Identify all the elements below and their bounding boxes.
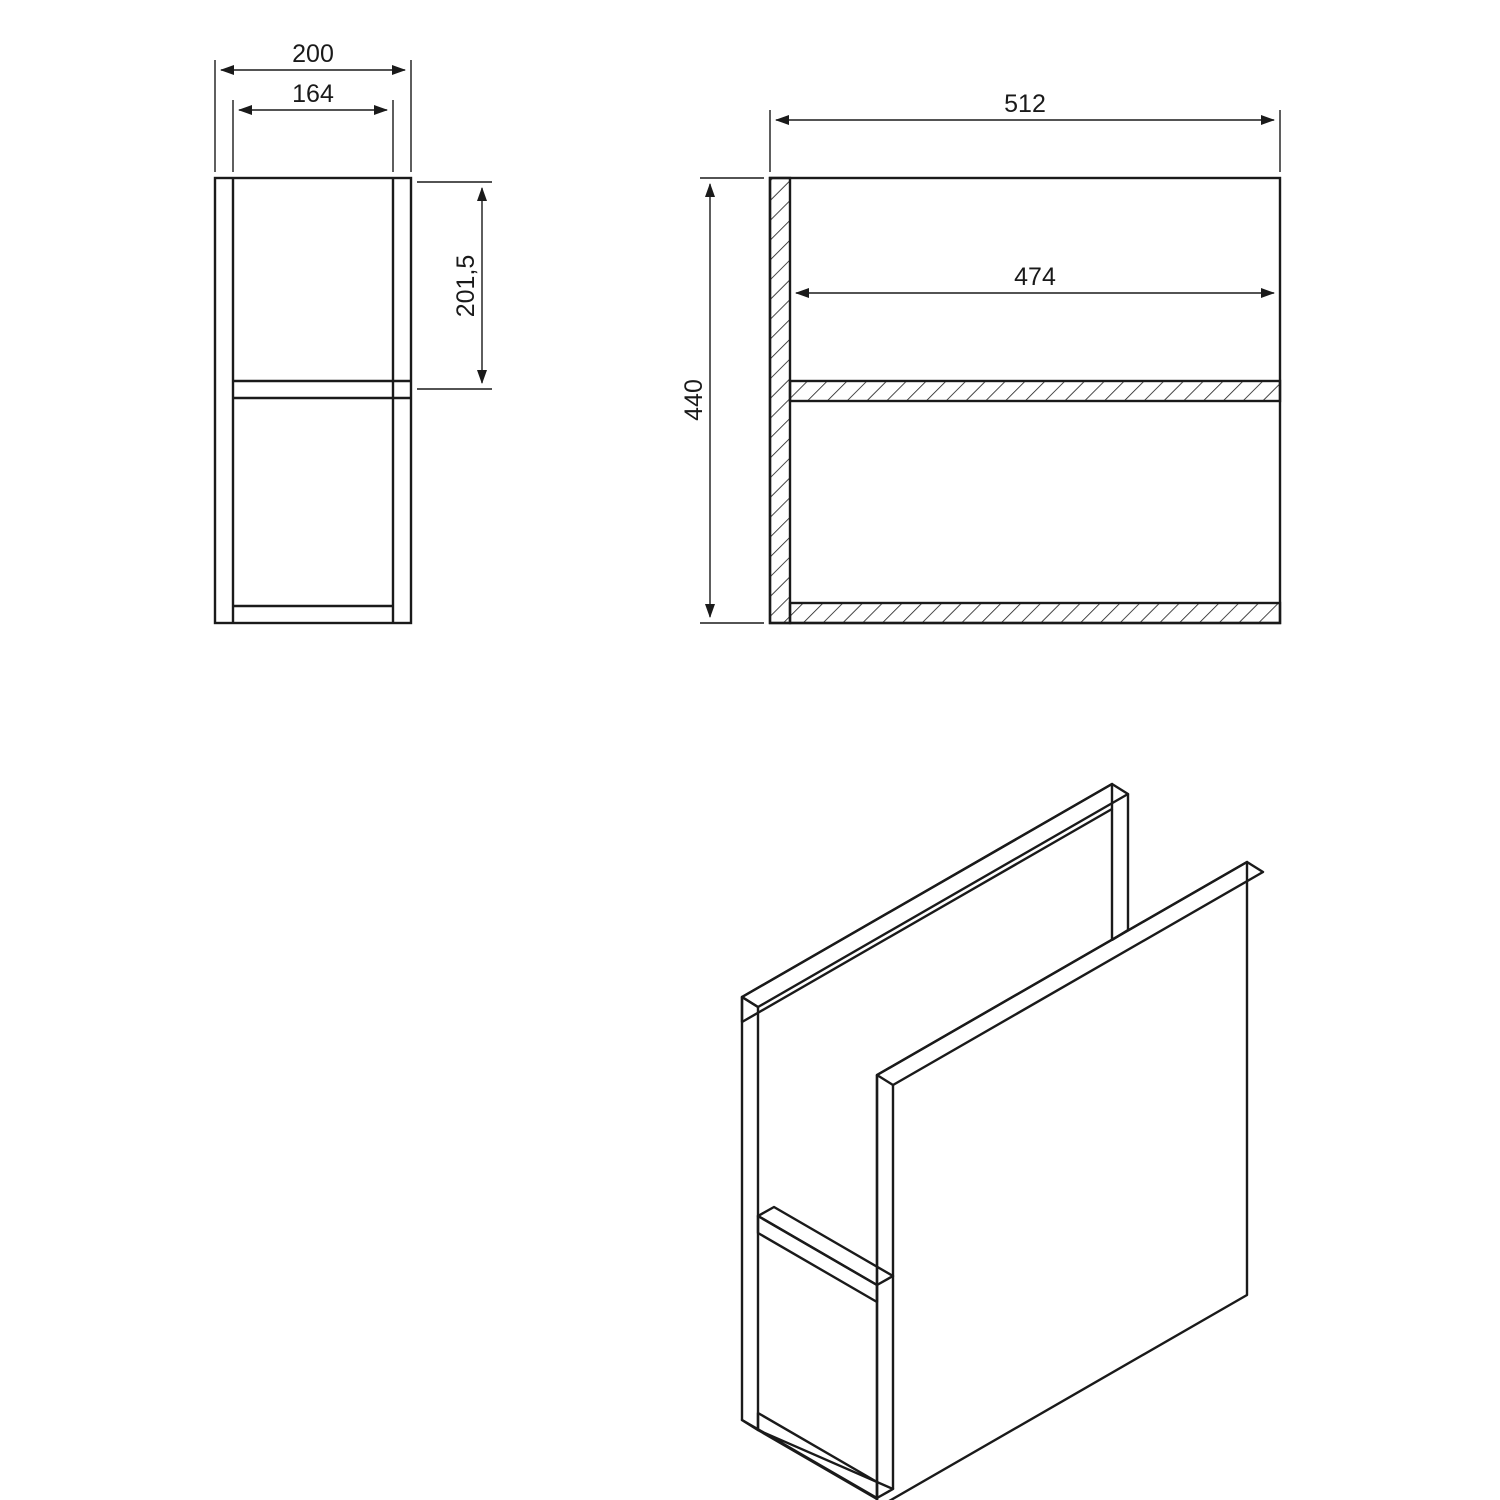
dim-inner-depth: 164 xyxy=(292,80,334,108)
iso-shelf-front xyxy=(758,1216,877,1302)
front-view-group xyxy=(770,178,1280,623)
iso-left-panel-bottom xyxy=(742,1420,893,1498)
side-view-dimensions xyxy=(215,60,492,389)
front-view-left-panel xyxy=(770,178,790,623)
dim-upper-compartment-height: 201,5 xyxy=(452,254,480,318)
dim-inner-width: 474 xyxy=(1014,263,1056,291)
iso-top-rail-side xyxy=(742,784,1112,1022)
side-view-outline xyxy=(215,178,411,623)
iso-right-panel-top xyxy=(877,862,1263,1085)
iso-back-connector xyxy=(1112,930,1128,940)
dim-overall-width: 512 xyxy=(1004,90,1046,118)
iso-right-panel xyxy=(877,862,1247,1500)
iso-top-rail xyxy=(742,784,1128,1007)
side-view-group xyxy=(215,178,411,623)
iso-view-group xyxy=(742,784,1263,1500)
dim-overall-depth: 200 xyxy=(292,40,334,68)
dim-overall-height: 440 xyxy=(680,379,708,421)
front-view-bottom-panel xyxy=(790,603,1280,623)
front-view-shelf xyxy=(790,381,1280,401)
iso-left-panel xyxy=(742,997,758,1430)
